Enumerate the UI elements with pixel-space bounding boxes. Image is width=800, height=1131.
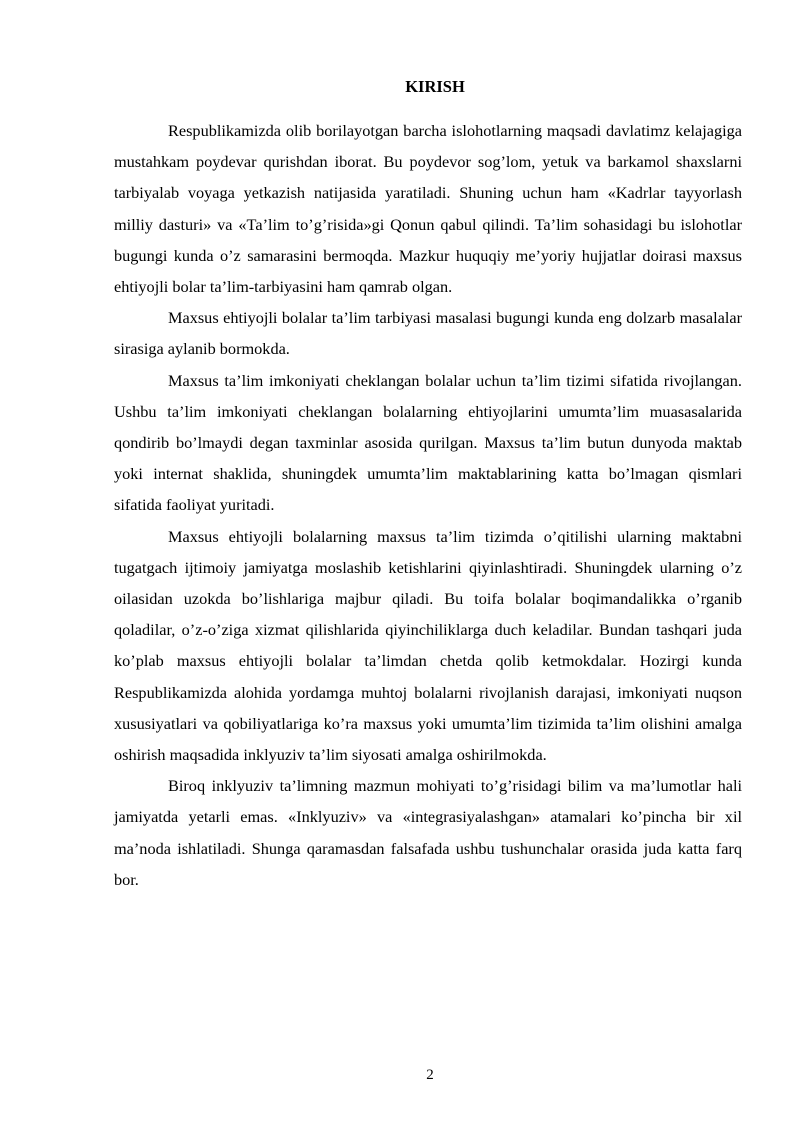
paragraph: Respublikamizda olib borilayotgan barcha islohotlarning maqsadi davlatimz kelajagiga mustahkam poydevar qurishdan iborat. Bu poydevor sog’lom, yetuk va barkamol shaxslarni tarbiyalab voyaga yetkazish natijasida yaratiladi. Shuning uchun ham «Kadrlar tayyorlash milliy dasturi» va «Ta’lim to’g’risida»gi Qonun qabul qilindi. Ta’lim sohasidagi bu islohotlar bugungi kunda o’z samarasini bermoqda. Mazkur huquqiy me’yoriy hujjatlar doirasi maxsus ehtiyojli bolar ta’lim-tarbiyasini ham qamrab olgan. bbox=[114, 121, 742, 297]
page-number: 2 bbox=[426, 1067, 434, 1083]
paragraph: Biroq inklyuziv ta’limning mazmun mohiyati to’g’risidagi bilim va ma’lumotlar hali jamiyatda yetarli emas. «Inklyuziv» va «integrasiyalashgan» atamalari ko’pincha bir xil ma’noda ishlatiladi. Shunga qaramasdan falsafada ushbu tushunchalar orasida juda katta farq bor. bbox=[114, 776, 742, 889]
paragraph: Maxsus ehtiyojli bolalarning maxsus ta’lim tizimda o’qitilishi ularning maktabni tugatgach ijtimoiy jamiyatga moslashib ketishlarini qiyinlashtiradi. Shuningdek ularning o’z oilasidan uzokda bo’lishlariga majbur qiladi. Bu toifa bolalar boqimandalikka o’rganib qoladilar, o’z-o’ziga xizmat qilishlarida qiyinchiliklarga duch keladilar. Bundan tashqari juda ko’plab maxsus ehtiyojli bolalar ta’limdan chetda qolib ketmokdalar. Hozirgi kunda Respublikamizda alohida yordamga muhtoj bolalarni rivojlanish darajasi, imkoniyati nuqson xususiyatlari va qobiliyatlariga ko’ra maxsus yoki umumta’lim tizimida ta’lim olishini amalga oshirish maqsadida inklyuziv ta’lim siyosati amalga oshirilmokda. bbox=[114, 526, 742, 765]
paragraph: Maxsus ta’lim imkoniyati cheklangan bolalar uchun ta’lim tizimi sifatida rivojlangan. Ushbu ta’lim imkoniyati cheklangan bolalarning ehtiyojlarini umumta’lim muasasalarida qondirib bo’lmaydi degan taxminlar asosida qurilgan. Maxsus ta’lim butun dunyoda maktab yoki internat shaklida, shuningdek umumta’lim maktablarining katta bo’lmagan qismlari sifatida faoliyat yuritadi. bbox=[114, 370, 742, 515]
page-title: KIRISH bbox=[405, 77, 465, 96]
paragraph: Maxsus ehtiyojli bolalar ta’lim tarbiyasi masalasi bugungi kunda eng dolzarb masalalar sirasiga aylanib bormokda. bbox=[114, 308, 742, 359]
body-text bbox=[114, 115, 742, 895]
